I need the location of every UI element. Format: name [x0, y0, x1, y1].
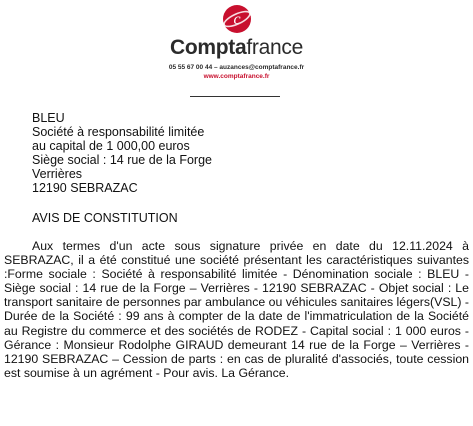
- website-link: www.comptafrance.fr: [203, 73, 270, 80]
- brand-name: [0, 36, 473, 60]
- notice-title: AVIS DE CONSTITUTION: [32, 211, 178, 225]
- logo-letter: c: [233, 11, 241, 28]
- company-siege: Siège social : 14 rue de la Forge: [32, 153, 212, 167]
- header-divider: [190, 96, 280, 97]
- company-capital: au capital de 1 000,00 euros: [32, 139, 190, 153]
- company-postal-city: 12190 SEBRAZAC: [32, 181, 138, 195]
- company-form: Société à responsabilité limitée: [32, 125, 205, 139]
- contact-line: 05 55 67 00 44 – auzances@comptafrance.fr: [168, 64, 305, 71]
- brand-name-light: france: [246, 36, 303, 59]
- letterhead: [0, 0, 473, 100]
- company-address-block: [32, 111, 212, 195]
- company-name: BLEU: [32, 111, 65, 125]
- brand-name-bold: Compta: [170, 36, 247, 59]
- comptafrance-logo-icon: [222, 4, 252, 34]
- notice-body: Aux termes d'un acte sous signature privée en date du 12.11.2024 à SEBRAZAC, il a été constitué une société présentant les caractéristiques suivantes :Forme sociale : Société à responsabilité limitée - Dénomination sociale : BLEU - Siège social : 14 rue de la Forge – Verrières - 12190 SEBRAZAC - Objet social : Le transport sanitaire de personnes par ambulance ou véhicules sanitaires légers(VSL) - Durée de la Société : 99 ans à compter de la date de l'immatriculation de la Société au Registre du commerce et des sociétés de RODEZ - Capital social : 1 000 euros - Gérance : Monsieur Rodolphe GIRAUD demeurant 14 rue de la Forge – Verrières - 12190 SEBRAZAC – Cession de parts : en cas de pluralité d'associés, toute cession est soumise à un agrément - Pour avis. La Gérance.: [4, 239, 469, 380]
- company-locality: Verrières: [32, 167, 83, 181]
